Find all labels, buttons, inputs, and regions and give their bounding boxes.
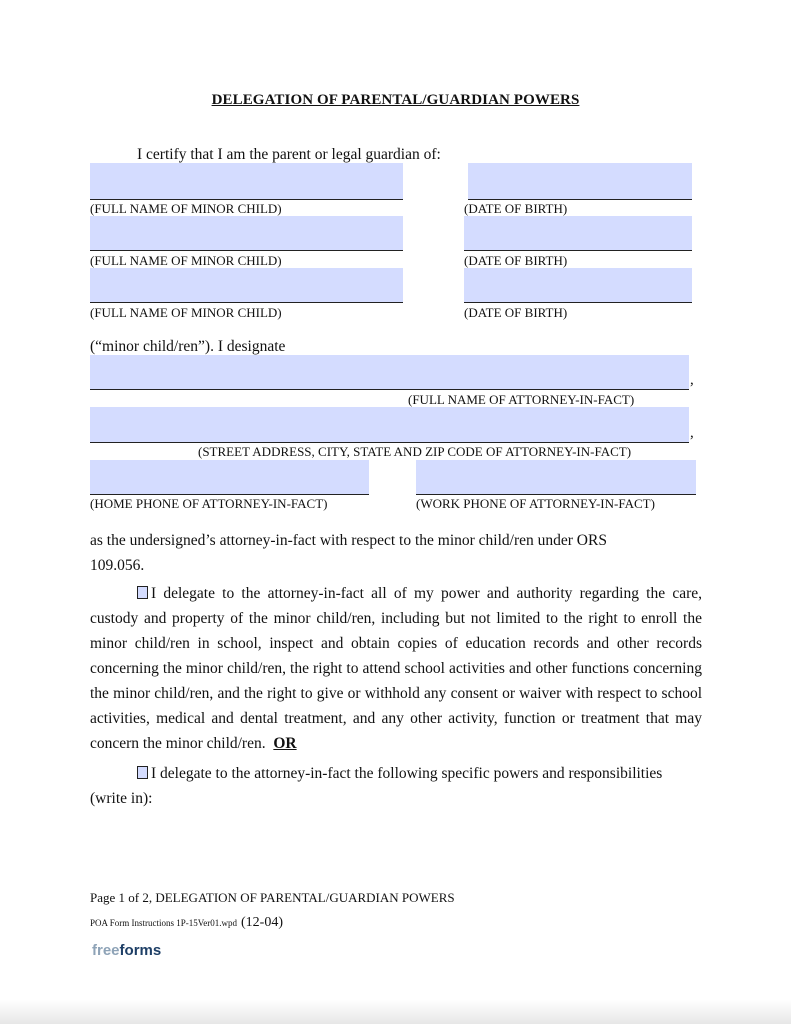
footer-file-info bbox=[90, 913, 283, 931]
or-label: OR bbox=[273, 735, 297, 752]
attorney-name-caption: (FULL NAME OF ATTORNEY-IN-FACT) bbox=[408, 392, 635, 407]
attorney-address-comma: , bbox=[690, 425, 694, 441]
attorney-statement-line-2: 109.056. bbox=[90, 557, 145, 574]
child-2-name-field[interactable] bbox=[90, 216, 403, 251]
certify-statement: I certify that I am the parent or legal guardian of: bbox=[137, 146, 441, 163]
option-all-powers-checkbox[interactable] bbox=[137, 586, 148, 599]
child-1-name-caption: (FULL NAME OF MINOR CHILD) bbox=[90, 201, 282, 216]
home-phone-field[interactable] bbox=[90, 460, 369, 495]
child-3-dob-caption: (DATE OF BIRTH) bbox=[464, 305, 568, 320]
child-3-name-field[interactable] bbox=[90, 268, 403, 303]
freeforms-logo: freeforms bbox=[92, 942, 162, 959]
attorney-address-caption: (STREET ADDRESS, CITY, STATE AND ZIP CODE OF ATTORNEY-IN-FACT) bbox=[198, 444, 632, 459]
attorney-name-comma: , bbox=[690, 372, 694, 388]
option-all-powers bbox=[90, 581, 702, 756]
footer-revision: (12-04) bbox=[241, 915, 284, 930]
attorney-address-field[interactable] bbox=[90, 407, 689, 443]
work-phone-caption: (WORK PHONE OF ATTORNEY-IN-FACT) bbox=[416, 496, 655, 511]
child-3-dob-field[interactable] bbox=[464, 268, 692, 303]
child-1-name-field[interactable] bbox=[90, 163, 403, 200]
child-1-dob-field[interactable] bbox=[468, 163, 692, 200]
home-phone-caption: (HOME PHONE OF ATTORNEY-IN-FACT) bbox=[90, 496, 328, 511]
option-all-powers-text: I delegate to the attorney-in-fact all of my power and authority regarding the care, custody and property of the minor child/ren, including but not limited to the right to enroll the minor child/ren in school, inspect and obtain copies of education records and other records concerning the minor child/ren, the right to attend school activities and other functions concerning the minor child/ren, and the right to give or withhold any consent or waiver with respect to school activities, medical and dental treatment, and any other activity, function or treatment that may concern the minor child/ren. bbox=[90, 585, 702, 752]
page-bottom-shadow bbox=[0, 1000, 791, 1024]
child-1-dob-caption: (DATE OF BIRTH) bbox=[464, 201, 568, 216]
work-phone-field[interactable] bbox=[416, 460, 696, 495]
attorney-name-field[interactable] bbox=[90, 355, 689, 390]
attorney-statement bbox=[90, 528, 702, 578]
child-2-dob-field[interactable] bbox=[464, 216, 692, 251]
document-title: DELEGATION OF PARENTAL/GUARDIAN POWERS bbox=[211, 92, 580, 108]
child-2-dob-caption: (DATE OF BIRTH) bbox=[464, 253, 568, 268]
footer-page-info: Page 1 of 2, DELEGATION OF PARENTAL/GUARDIAN POWERS bbox=[90, 890, 455, 905]
attorney-statement-line-1: as the undersigned’s attorney-in-fact with respect to the minor child/ren under ORS bbox=[90, 532, 607, 549]
designate-statement: (“minor child/ren”). I designate bbox=[90, 338, 286, 355]
child-3-name-caption: (FULL NAME OF MINOR CHILD) bbox=[90, 305, 282, 320]
option-specific-powers bbox=[90, 761, 702, 811]
child-2-name-caption: (FULL NAME OF MINOR CHILD) bbox=[90, 253, 282, 268]
option-specific-powers-checkbox[interactable] bbox=[137, 766, 148, 779]
footer-file-name: POA Form Instructions 1P-15Ver01.wpd bbox=[90, 918, 238, 928]
option-specific-powers-text: I delegate to the attorney-in-fact the following specific powers and responsibilities (write in): bbox=[90, 765, 663, 807]
